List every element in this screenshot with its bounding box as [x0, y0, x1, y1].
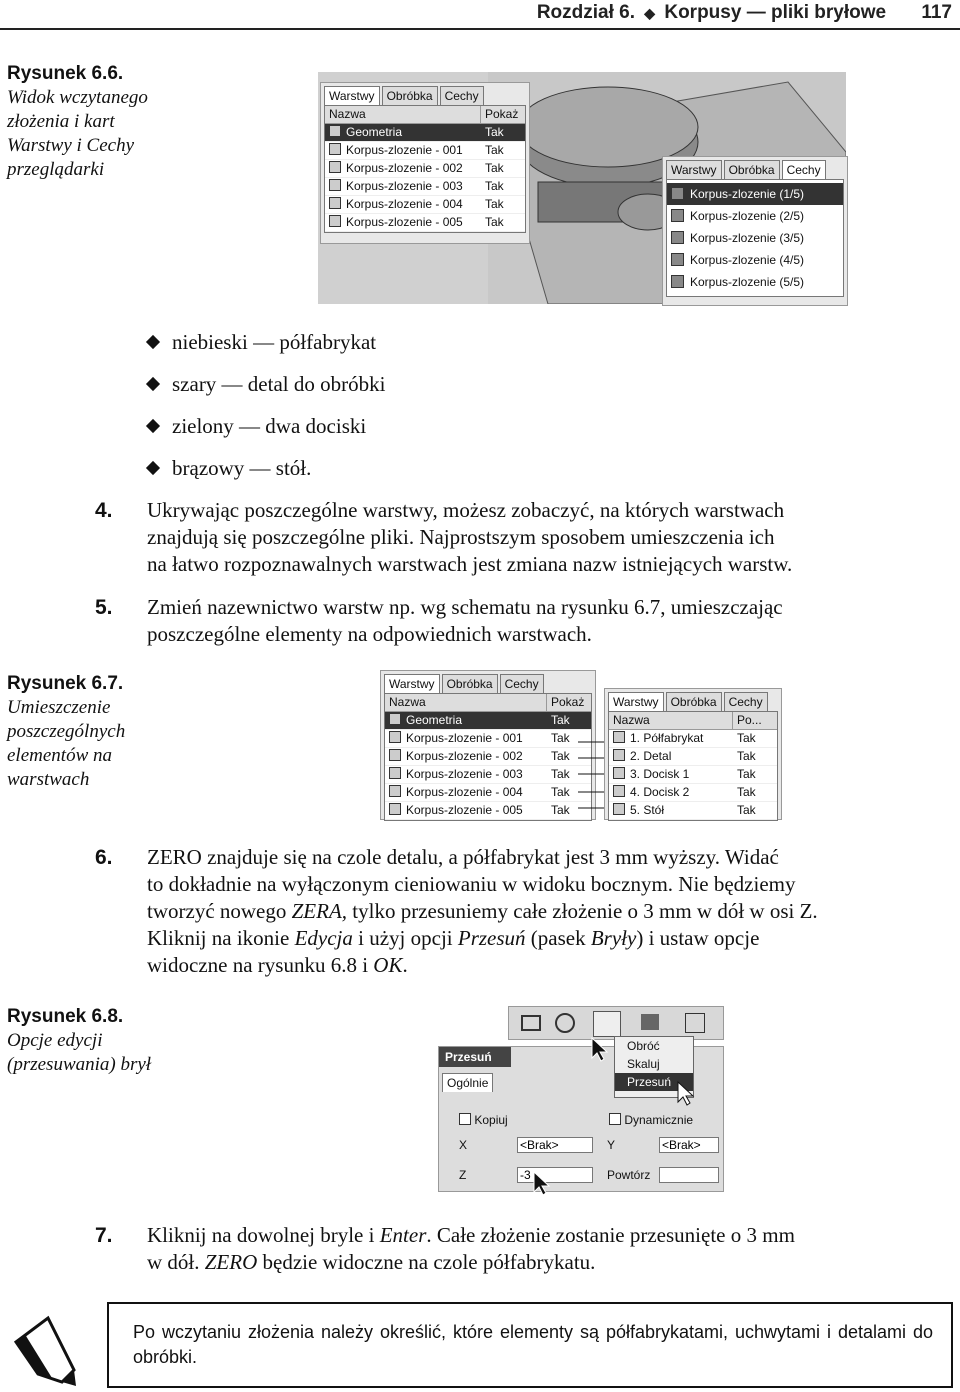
layer-icon [329, 179, 341, 191]
pencil-icon [8, 1312, 78, 1388]
table-row[interactable]: Korpus-zlozenie - 003 Tak [385, 766, 591, 784]
tab-cechy[interactable]: Cechy [724, 692, 768, 711]
dynamic-checkbox[interactable] [609, 1113, 621, 1125]
menu-item-scale[interactable]: Skaluj [627, 1057, 660, 1071]
cursor-icon [676, 1080, 696, 1108]
layers-table [608, 711, 778, 821]
diamond-bullet-icon [146, 377, 160, 391]
dynamic-label: Dynamicznie [624, 1113, 694, 1127]
layer-icon [389, 767, 401, 779]
dialog-title: Przesuń [439, 1047, 511, 1067]
list-item[interactable]: Korpus-zlozenie (5/5) [667, 271, 843, 293]
note-text: Po wczytaniu złożenia należy określić, które elementy są półfabrykatami, uchwytami i detalami do obróbki. [133, 1322, 933, 1367]
tab-obrobka[interactable]: Obróbka [442, 674, 498, 693]
caption-text: Umieszczenie poszczególnych elementów na warstwach [7, 697, 126, 790]
diamond-bullet-icon [146, 461, 160, 475]
table-header [325, 106, 525, 124]
header-text [537, 2, 952, 24]
table-row[interactable]: Korpus-zlozenie - 002 Tak [325, 160, 525, 178]
col-show[interactable]: Pokaż [480, 106, 525, 123]
table-row[interactable]: Korpus-zlozenie - 004 Tak [385, 784, 591, 802]
solid-icon [671, 187, 684, 200]
layer-icon [329, 143, 341, 155]
step-5: 5. Zmień nazewnictwo warstw np. wg schematu na rysunku 6.7, umieszczając poszczególne elementy na odpowiednich warstwach. [95, 595, 783, 646]
repeat-input[interactable] [659, 1167, 719, 1183]
diamond-bullet-icon [146, 335, 160, 349]
features-tabs [663, 157, 847, 179]
y-label: Y [607, 1138, 616, 1152]
layer-icon [389, 731, 401, 743]
bullet-item: brązowy — stół. [148, 455, 311, 481]
clock-icon[interactable] [555, 1013, 575, 1033]
caption-text: Opcje edycji (przesuwania) brył [7, 1030, 152, 1075]
solid-icon [671, 275, 684, 288]
repeat-label: Powtórz [607, 1168, 651, 1182]
bullet-item: szary — detal do obróbki [148, 371, 385, 397]
features-tree [666, 179, 844, 297]
edit-icon[interactable] [593, 1011, 621, 1037]
x-label: X [459, 1138, 468, 1152]
figure-6-6-caption [7, 62, 172, 182]
table-header: Nazwa Pokaż [385, 694, 591, 712]
layer-icon [389, 713, 401, 725]
table-row[interactable]: 3. Docisk 1 Tak [609, 766, 777, 784]
tree-icon[interactable] [685, 1013, 705, 1033]
z-input[interactable] [517, 1167, 593, 1183]
tab-cechy[interactable]: Cechy [500, 674, 544, 693]
list-item[interactable]: Korpus-zlozenie (4/5) [667, 249, 843, 271]
layer-icon [389, 803, 401, 815]
copy-checkbox[interactable] [459, 1113, 471, 1125]
layer-icon [329, 161, 341, 173]
step-7: 7. Kliknij na dowolnej bryle i Enter. Całe złożenie zostanie przesunięte o 3 mm w dół. ZERO będzie widoczne na czole półfabrykatu. [95, 1223, 795, 1274]
table-row[interactable]: Korpus-zlozenie - 001 Tak [325, 142, 525, 160]
table-row[interactable]: Geometria Tak [385, 712, 591, 730]
table-row[interactable]: Korpus-zlozenie - 001 Tak [385, 730, 591, 748]
header-chapter: Rozdział 6. [536, 2, 635, 23]
table-row[interactable]: 2. Detal Tak [609, 748, 777, 766]
diamond-icon: ◆ [644, 5, 656, 21]
step-6: 6. ZERO znajduje się na czole detalu, a półfabrykat jest 3 mm wyższy. Widać to dokładnie na wyłączonym cieniowaniu w widoku bocznym. Nie będziemy tworzyć nowego ZERA, tylko przesuniemy całe złożenie o 3 mm w dół w osi Z. Kliknij na ikonie Edycja i użyj opcji Przesuń (pasek Bryły) i ustaw opcje widoczne na rysunku 6.8 i OK. [95, 845, 818, 977]
page-number: 117 [921, 2, 952, 23]
menu-item-move[interactable]: Przesuń [615, 1073, 693, 1091]
tab-obrobka[interactable]: Obróbka [724, 160, 780, 179]
solid-icon [671, 209, 684, 222]
layer-icon [389, 785, 401, 797]
rectangle-icon[interactable] [521, 1015, 541, 1031]
caption-number: Rysunek 6.6. [7, 63, 124, 84]
layer-icon [329, 215, 341, 227]
bullet-item: niebieski — półfabrykat [148, 329, 376, 355]
dynamic-checkbox-wrap [609, 1113, 693, 1127]
bullet-item: zielony — dwa dociski [148, 413, 366, 439]
table-row[interactable]: 5. Stół Tak [609, 802, 777, 820]
layer-icon [613, 749, 625, 761]
layer-icon [613, 803, 625, 815]
solids-toolbar [508, 1006, 724, 1040]
caption-text: Widok wczytanego złożenia i kart Warstwy i Cechy przeglądarki [7, 87, 148, 180]
solid-icon[interactable] [641, 1014, 659, 1030]
list-item[interactable]: Korpus-zlozenie (2/5) [667, 205, 843, 227]
menu-item-rotate[interactable]: Obróć [627, 1039, 660, 1053]
figure-6-8-caption [7, 1005, 172, 1077]
solid-icon [671, 231, 684, 244]
tab-ogolnie[interactable]: Ogólnie [442, 1073, 493, 1092]
copy-checkbox-wrap [459, 1113, 508, 1127]
tab-warstwy[interactable]: Warstwy [324, 86, 380, 105]
layer-icon [389, 749, 401, 761]
table-row[interactable]: Korpus-zlozenie - 002 Tak [385, 748, 591, 766]
tab-warstwy[interactable]: Warstwy [608, 692, 664, 711]
list-item[interactable]: Korpus-zlozenie (1/5) [667, 183, 843, 205]
layers-table [324, 105, 526, 233]
layer-icon [613, 767, 625, 779]
table-row[interactable]: Korpus-zlozenie - 003 Tak [325, 178, 525, 196]
caption-number: Rysunek 6.7. [7, 673, 124, 694]
z-label: Z [459, 1168, 467, 1182]
col-name[interactable]: Nazwa [329, 107, 366, 121]
table-row[interactable]: 1. Półfabrykat Tak [609, 730, 777, 748]
layers-table [384, 693, 592, 821]
layer-icon [329, 125, 341, 137]
y-input[interactable] [659, 1137, 719, 1153]
diamond-bullet-icon [146, 419, 160, 433]
tab-warstwy[interactable]: Warstwy [384, 674, 440, 693]
figure-6-6-image [318, 72, 846, 304]
layer-icon [613, 785, 625, 797]
layers-panel-before [380, 670, 596, 820]
solid-icon [671, 253, 684, 266]
table-row[interactable]: Geometria Tak [325, 124, 525, 142]
step-4: 4. Ukrywając poszczególne warstwy, możesz zobaczyć, na których warstwach znajdują się poszczególne pliki. Najprostszym sposobem umieszczenia ich na łatwo rozpoznawalnych warstwach jest zmiana nazw istniejących warstw. [95, 498, 793, 576]
tab-cechy[interactable]: Cechy [440, 86, 484, 105]
figure-6-7-caption [7, 672, 172, 792]
copy-label: Kopiuj [474, 1113, 508, 1127]
features-panel [662, 156, 848, 306]
layers-tabs [321, 83, 529, 105]
table-header: Nazwa Po... [609, 712, 777, 730]
list-item[interactable]: Korpus-zlozenie (3/5) [667, 227, 843, 249]
cursor-icon [590, 1036, 610, 1064]
tab-warstwy[interactable]: Warstwy [666, 160, 722, 179]
cursor-icon [532, 1170, 552, 1198]
layer-icon [329, 197, 341, 209]
tab-obrobka[interactable]: Obróbka [382, 86, 438, 105]
table-row[interactable]: Korpus-zlozenie - 005 Tak [385, 802, 591, 820]
tab-cechy[interactable]: Cechy [782, 160, 826, 179]
caption-number: Rysunek 6.8. [7, 1006, 124, 1027]
x-input[interactable] [517, 1137, 593, 1153]
layer-icon [613, 731, 625, 743]
tab-obrobka[interactable]: Obróbka [666, 692, 722, 711]
table-row[interactable]: 4. Docisk 2 Tak [609, 784, 777, 802]
header-title: Korpusy — pliki bryłowe [664, 2, 887, 23]
table-row[interactable]: Korpus-zlozenie - 005 Tak [325, 214, 525, 232]
layers-panel-after [604, 688, 782, 820]
layers-panel [320, 82, 530, 244]
table-row[interactable]: Korpus-zlozenie - 004 Tak [325, 196, 525, 214]
